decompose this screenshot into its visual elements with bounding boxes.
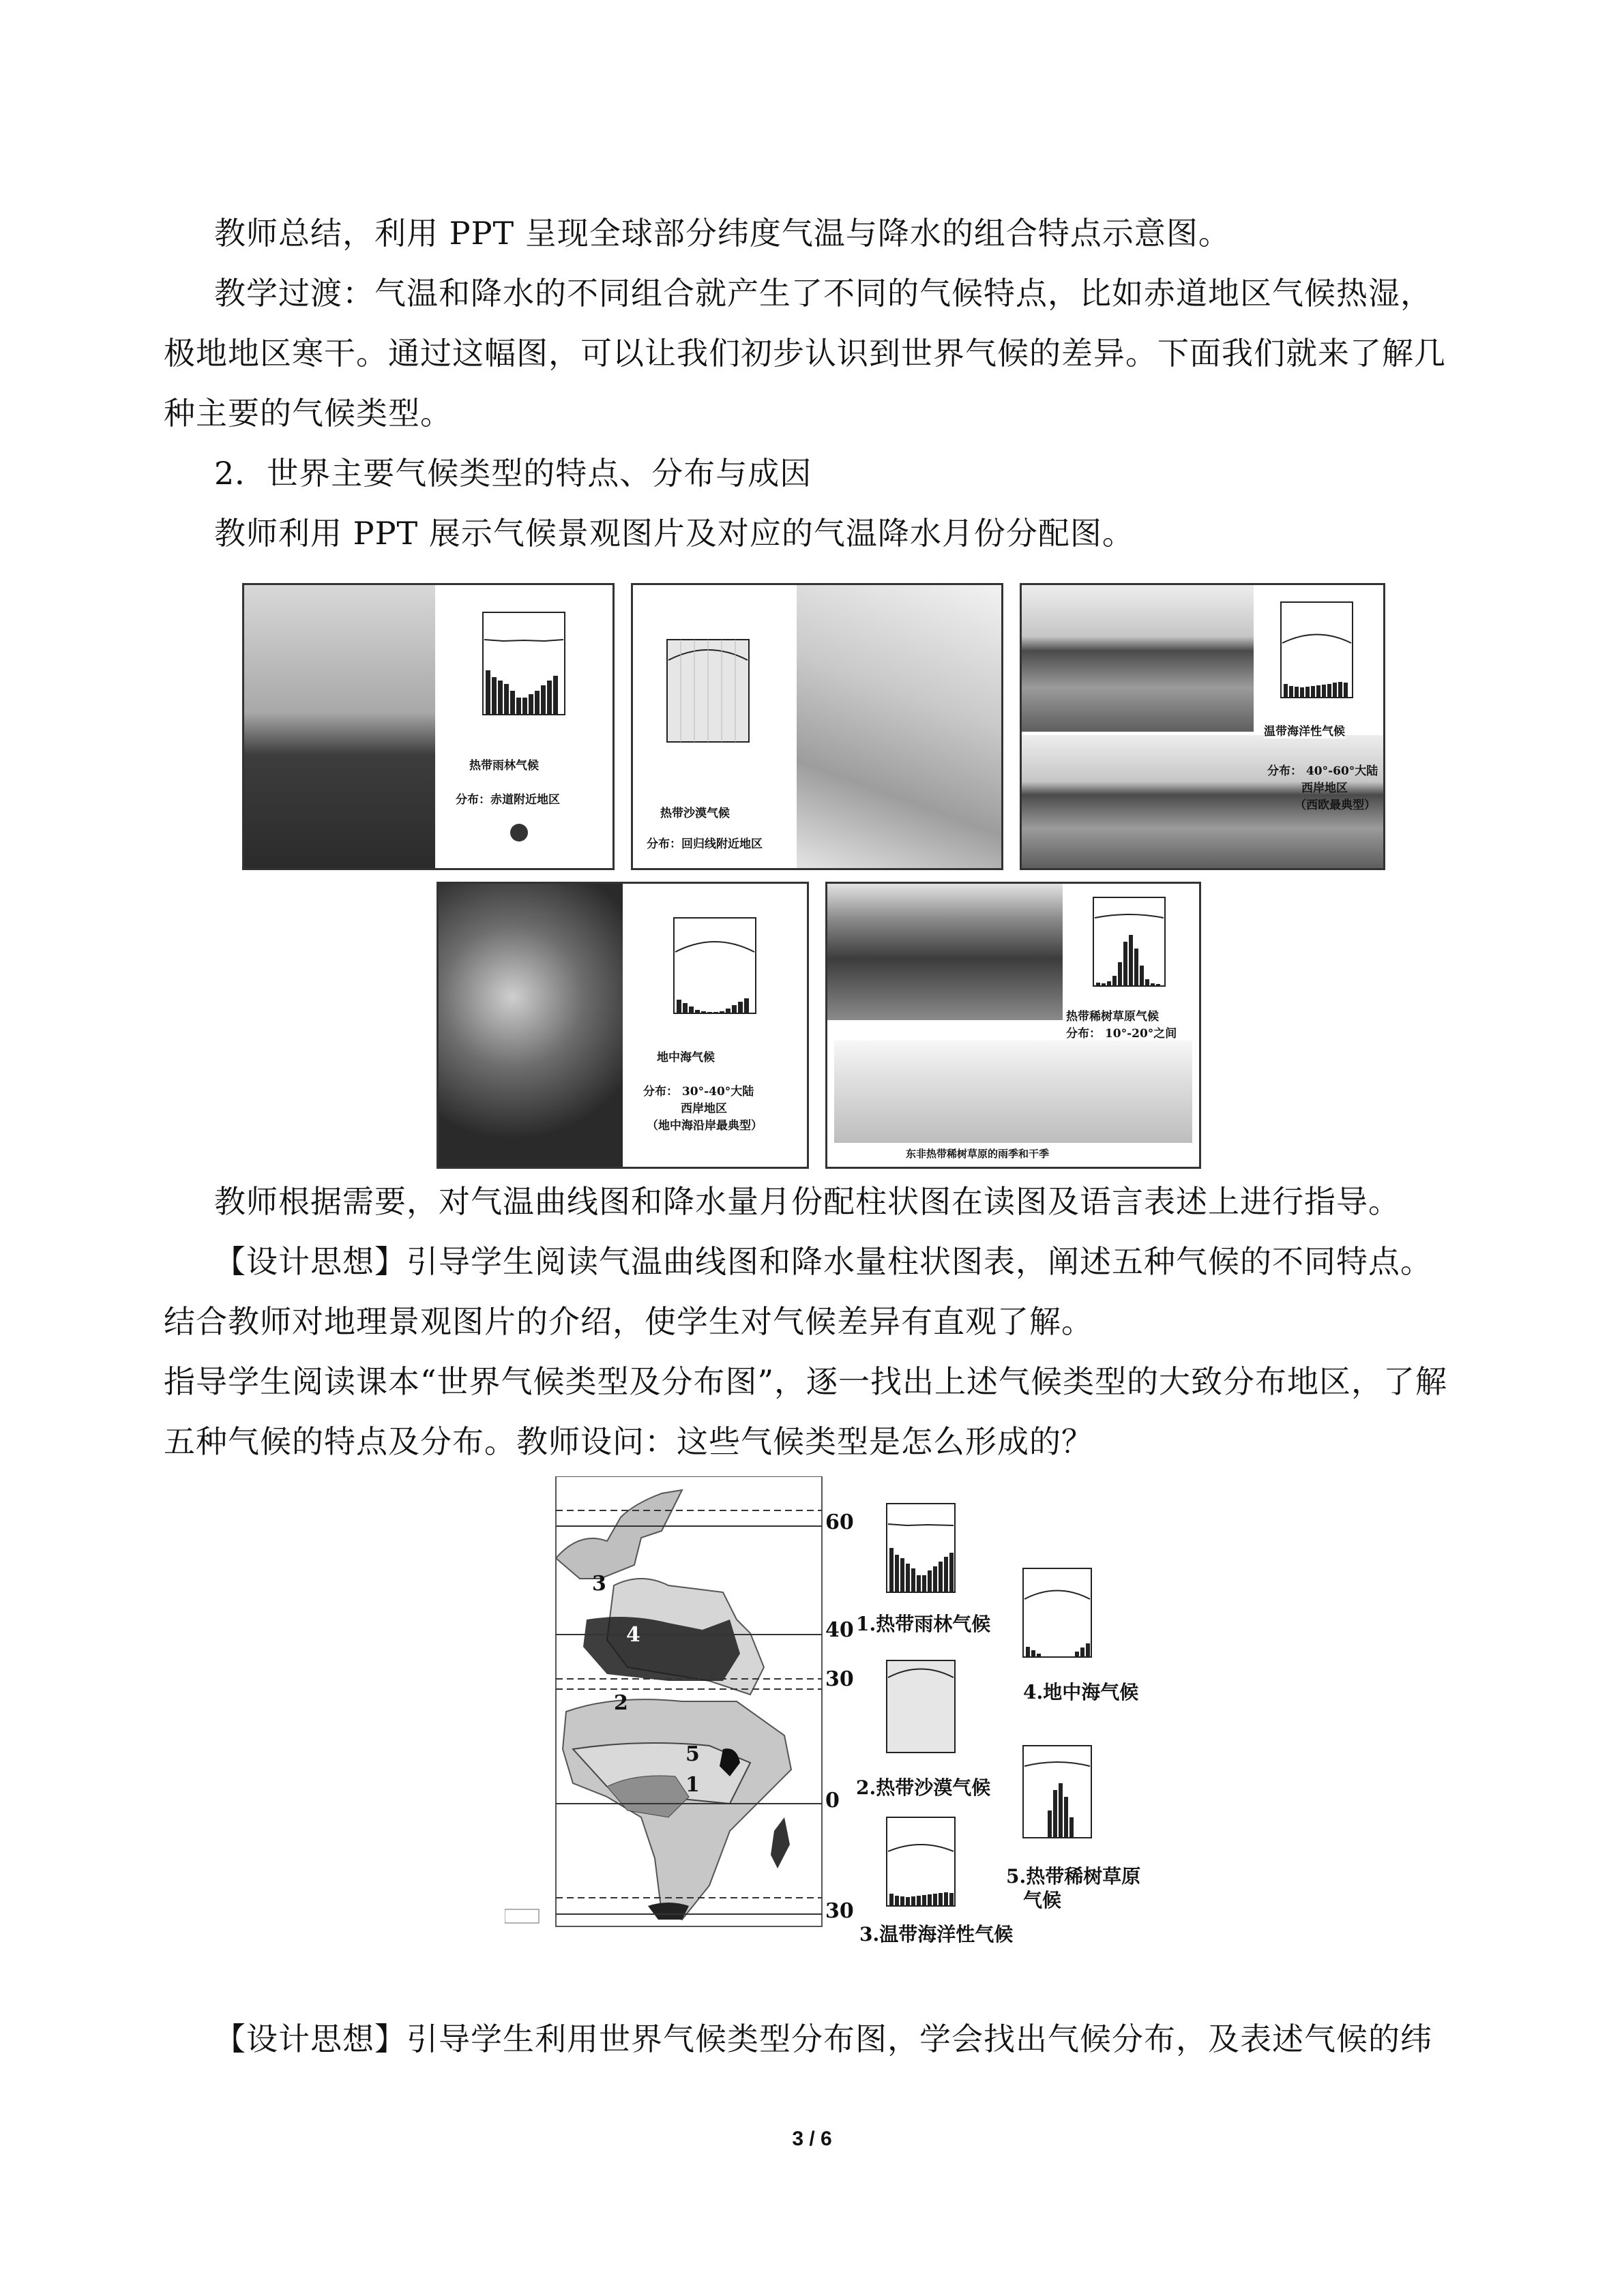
- paragraph-reading-2: 五种气候的特点及分布。教师设问：这些气候类型是怎么形成的？: [164, 1423, 1093, 1460]
- region-label-3: 3: [592, 1572, 606, 1596]
- panel-rainforest: [242, 583, 615, 870]
- region-label-5: 5: [685, 1742, 700, 1766]
- marine-distribution-3: （西欧最典型）: [1295, 799, 1376, 812]
- globe-icon: [510, 824, 528, 841]
- page-number: 3 / 6: [792, 2128, 832, 2150]
- marine-distribution-1: 分布： 40°-60°大陆: [1267, 764, 1378, 778]
- savanna-distribution: 分布： 10°-20°之间: [1066, 1027, 1177, 1041]
- rainforest-distribution: 分布：赤道附近地区: [456, 793, 560, 807]
- lat-label-30n: 30: [825, 1667, 854, 1691]
- mini-chart-desert: [859, 1647, 989, 1770]
- mediterranean-distribution-2: 西岸地区: [681, 1102, 727, 1116]
- mini-chart-rainforest: [859, 1490, 989, 1609]
- desert-name: 热带沙漠气候: [660, 807, 730, 820]
- region-label-4: 4: [626, 1623, 640, 1647]
- africa-europe-map: [505, 1476, 832, 1943]
- mini-chart-mediterranean: [996, 1555, 1125, 1674]
- lat-label-30s: 30: [825, 1899, 854, 1923]
- panel-marine: [1020, 583, 1385, 870]
- lat-label-60: 60: [825, 1510, 854, 1534]
- panel-mediterranean: [437, 882, 809, 1169]
- savanna-name: 热带稀树草原气候: [1066, 1010, 1159, 1024]
- section-heading: 2．世界主要气候类型的特点、分布与成因: [214, 455, 812, 492]
- climate-distribution-figure: [505, 1476, 1141, 1945]
- lat-label-0: 0: [825, 1789, 840, 1813]
- mediterranean-photo: [439, 884, 623, 1167]
- paragraph-guidance: 教师根据需要，对气温曲线图和降水量月份配柱状图在读图及语言表述上进行指导。: [214, 1183, 1400, 1220]
- mini-chart-rainforest-label: 1.热带雨林气候: [856, 1613, 991, 1635]
- panel-desert: [631, 583, 1003, 870]
- desert-photo: [797, 585, 1001, 868]
- mini-chart-marine: [859, 1804, 989, 1923]
- mini-chart-marine-label: 3.温带海洋性气候: [859, 1923, 1014, 1945]
- paragraph-design-1a: 【设计思想】引导学生阅读气温曲线图和降水量柱状图表，阐述五种气候的不同特点。: [214, 1243, 1432, 1280]
- region-label-1: 1: [685, 1773, 700, 1797]
- savanna-climate-chart: [1069, 887, 1192, 1003]
- marine-name: 温带海洋性气候: [1264, 721, 1345, 739]
- mediterranean-name: 地中海气候: [657, 1051, 715, 1064]
- mini-chart-savanna: [996, 1732, 1125, 1855]
- paragraph-transition-1: 教学过渡：气温和降水的不同组合就产生了不同的气候特点，比如赤道地区气候热湿，: [214, 275, 1432, 312]
- paragraph-ppt-intro: 教师利用 PPT 展示气候景观图片及对应的气温降水月份分配图。: [214, 515, 1134, 552]
- mini-chart-savanna-label-2: 气候: [1023, 1889, 1062, 1911]
- region-label-2: 2: [614, 1691, 628, 1715]
- lat-label-40: 40: [825, 1618, 854, 1642]
- paragraph-design-1b: 结合教师对地理景观图片的介绍，使学生对气候差异有直观了解。: [164, 1303, 1093, 1340]
- mediterranean-distribution-1: 分布： 30°-40°大陆: [643, 1085, 754, 1099]
- marine-photo-flowers: [1022, 585, 1254, 732]
- desert-distribution: 分布：回归线附近地区: [647, 837, 763, 851]
- panel-savanna: [825, 882, 1201, 1169]
- rainforest-name: 热带雨林气候: [469, 759, 539, 773]
- paragraph-reading-1: 指导学生阅读课本“世界气候类型及分布图”，逐一找出上述气候类型的大致分布地区，了解: [164, 1363, 1448, 1400]
- savanna-diagram-caption: 东非热带稀树草原的雨季和干季: [906, 1148, 1050, 1160]
- marine-climate-chart: [1257, 588, 1380, 718]
- desert-climate-chart: [640, 626, 776, 762]
- paragraph-transition-3: 种主要的气候类型。: [164, 395, 452, 432]
- mini-chart-savanna-label-1: 5.热带稀树草原: [1006, 1865, 1141, 1888]
- mediterranean-climate-chart: [633, 904, 797, 1041]
- marine-distribution-2: 西岸地区: [1301, 781, 1348, 795]
- rainforest-photo: [244, 585, 435, 868]
- savanna-photo: [827, 884, 1063, 1020]
- mini-chart-desert-label: 2.热带沙漠气候: [856, 1776, 991, 1799]
- mediterranean-distribution-3: （地中海沿岸最典型）: [647, 1119, 763, 1133]
- paragraph-teacher-summary: 教师总结，利用 PPT 呈现全球部分纬度气温与降水的组合特点示意图。: [214, 215, 1230, 252]
- rainforest-climate-chart: [442, 595, 606, 752]
- paragraph-design-2: 【设计思想】引导学生利用世界气候类型分布图，学会找出气候分布，及表述气候的纬: [214, 2021, 1432, 2057]
- savanna-seasons-diagram: [834, 1041, 1192, 1143]
- mini-chart-mediterranean-label: 4.地中海气候: [1023, 1681, 1139, 1703]
- paragraph-transition-2: 极地地区寒干。通过这幅图，可以让我们初步认识到世界气候的差异。下面我们就来了解几: [164, 335, 1446, 372]
